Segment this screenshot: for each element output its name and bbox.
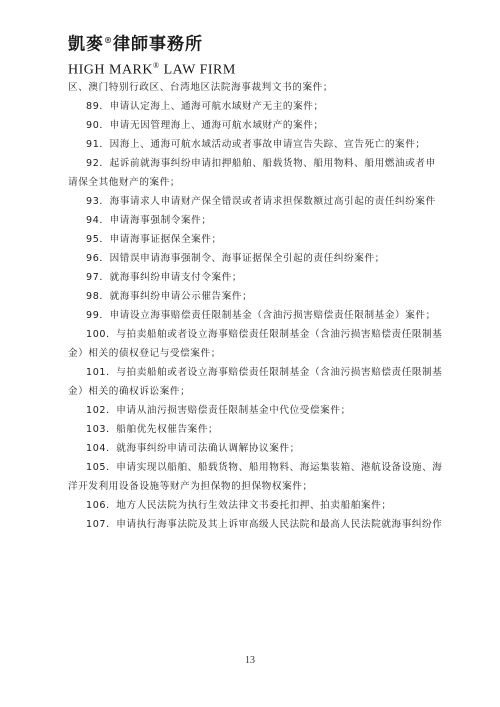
text-line: 95．申请海事证据保全案件； bbox=[86, 234, 222, 245]
text-line: 91．因海上、通海可航水域活动或者事故申请宣告失踪、宣告死亡的案件； bbox=[86, 139, 426, 150]
text-line: 请保全其他财产的案件； bbox=[68, 177, 181, 188]
text-line: 90．申请无因管理海上、通海可航水域财产的案件； bbox=[86, 120, 324, 131]
text-line: 93．海事请求人申请财产保全错误或者请求担保数额过高引起的责任纠纷案件 bbox=[86, 196, 436, 207]
text-line: 92．起诉前就海事纠纷申请扣押船舶、船载货物、船用物料、船用燃油或者申 bbox=[86, 158, 436, 169]
text-line: 96．因错误申请海事强制令、海事证据保全引起的责任纠纷案件； bbox=[86, 253, 385, 264]
text-line: 102．申请从油污损害赔偿责任限制基金中代位受偿案件； bbox=[86, 405, 351, 416]
text-line: 洋开发利用设备设施等财产为担保物的担保物权案件； bbox=[68, 481, 313, 492]
firm-name-chinese-part1: 凱麥 bbox=[68, 34, 104, 55]
text-line: 区、澳门特别行政区、台湾地区法院海事裁判文书的案件； bbox=[68, 82, 334, 93]
text-line: 103．船舶优先权催告案件； bbox=[86, 424, 219, 435]
firm-name-chinese bbox=[68, 30, 328, 55]
text-line: 97．就海事纠纷申请支付令案件； bbox=[86, 272, 243, 283]
text-line: 104．就海事纠纷申请司法确认调解协议案件； bbox=[86, 443, 300, 454]
firm-name-chinese-part2: 律師事務所 bbox=[113, 34, 203, 55]
text-line: 100．与拍卖船舶或者设立海事赔偿责任限制基金（含油污损害赔偿责任限制基 bbox=[86, 329, 443, 340]
registered-mark: ® bbox=[104, 35, 113, 45]
text-line: 107．申请执行海事法院及其上诉审高级人民法院和最高人民法院就海事纠纷作 bbox=[86, 519, 443, 530]
page-number: 13 bbox=[245, 655, 255, 666]
text-line: 99．申请设立海事赔偿责任限制基金（含油污损害赔偿责任限制基金）案件； bbox=[86, 310, 436, 321]
text-line: 98．就海事纠纷申请公示催告案件； bbox=[86, 291, 253, 302]
document-body bbox=[68, 78, 448, 534]
text-line: 101．与拍卖船舶或者设立海事赔偿责任限制基金（含油污损害赔偿责任限制基 bbox=[86, 367, 443, 378]
letterhead bbox=[68, 30, 328, 79]
text-line: 94．申请海事强制令案件； bbox=[86, 215, 212, 226]
text-line: 金）相关的确权诉讼案件； bbox=[68, 386, 191, 397]
registered-mark-en: ® bbox=[153, 60, 160, 70]
text-line: 金）相关的债权登记与受偿案件； bbox=[68, 348, 221, 359]
text-line: 105．申请实现以船舶、船载货物、船用物料、海运集装箱、港航设备设施、海 bbox=[86, 462, 443, 473]
firm-name-english-part2: LAW FIRM bbox=[163, 62, 236, 78]
text-line: 106．地方人民法院为执行生效法律文书委托扣押、拍卖船舶案件； bbox=[86, 500, 392, 511]
firm-name-english-part1: HIGH MARK bbox=[68, 62, 153, 78]
firm-name-english bbox=[68, 57, 328, 80]
text-line: 89．申请认定海上、通海可航水域财产无主的案件； bbox=[86, 101, 324, 112]
